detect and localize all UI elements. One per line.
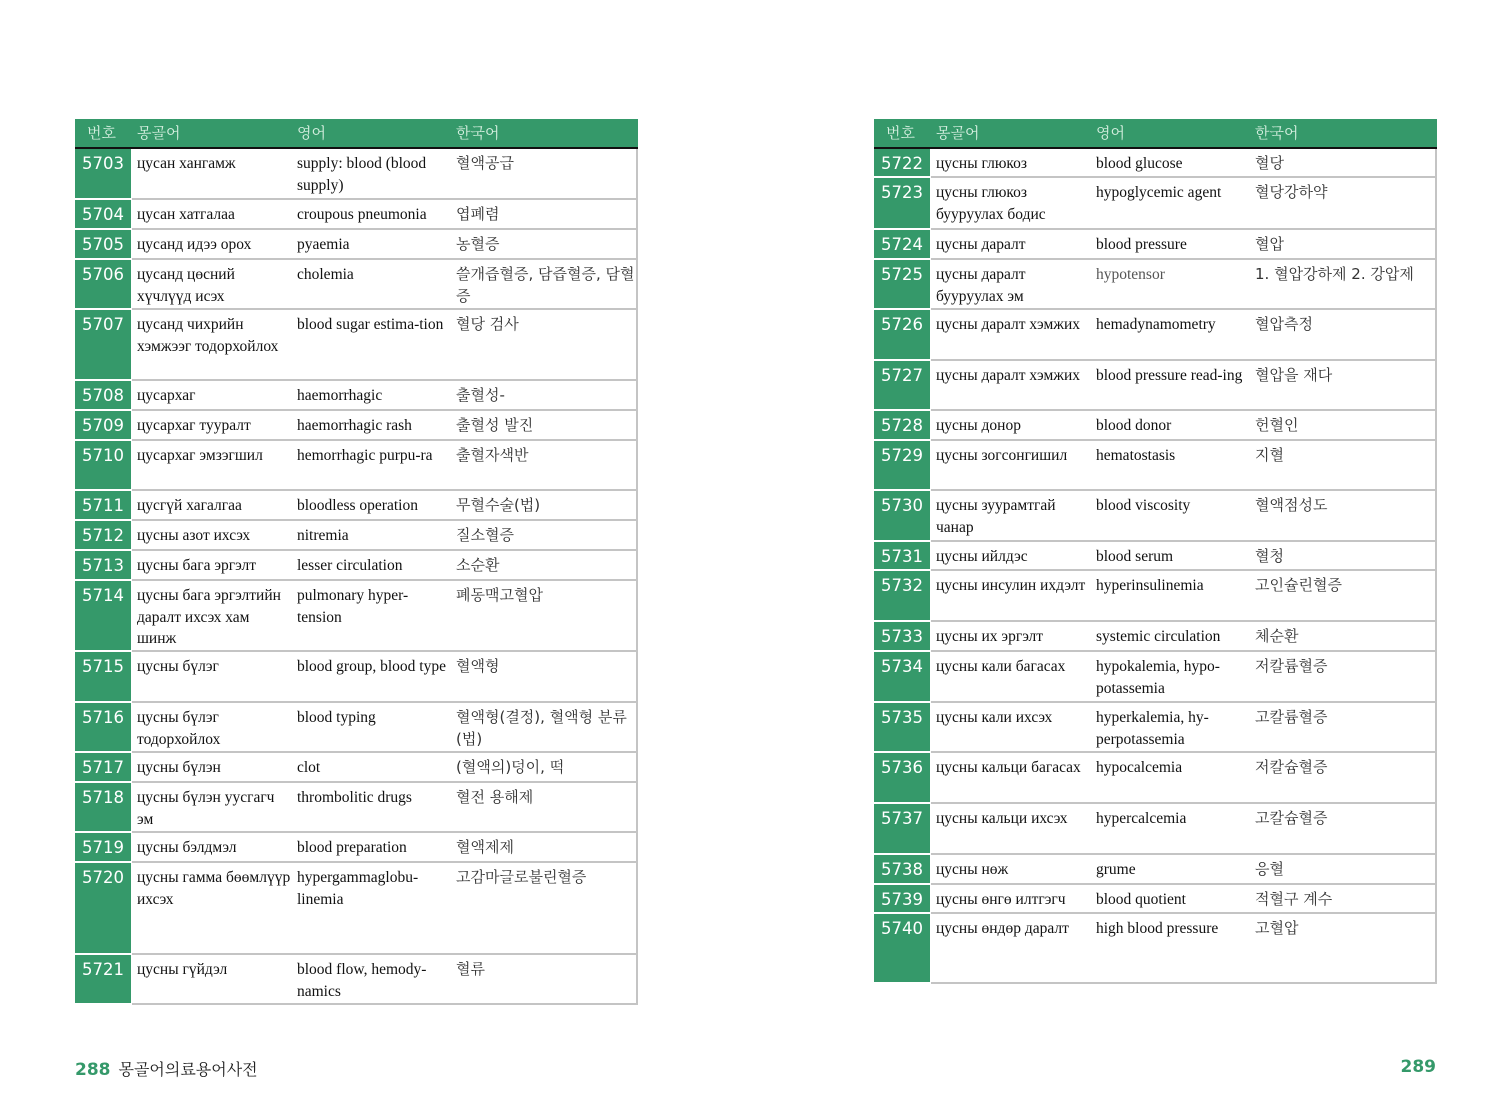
korean-term: 혈액형 (456, 657, 500, 675)
entry-number: 5714 (75, 581, 131, 652)
entry-cells (931, 230, 1437, 260)
table-row (75, 230, 638, 260)
english-term: hypoglycemic agent (1096, 184, 1222, 201)
mongolian-term: цусны бага эргэлт (137, 557, 257, 574)
entry-number: 5733 (874, 622, 930, 652)
entry-cells (132, 441, 638, 491)
korean-term: 고인슐린혈증 (1255, 576, 1342, 594)
korean-term: 소순환 (456, 556, 500, 574)
mongolian-term: цусны инсулин ихдэлт (936, 577, 1086, 594)
entry-cells (132, 833, 638, 863)
english-term: supply: blood (blood supply) (297, 155, 427, 194)
entry-cells (132, 551, 638, 581)
korean-term: 고칼슘혈증 (1255, 809, 1328, 827)
mongolian-term: цусны даралт хэмжих (936, 316, 1081, 333)
korean-term: 혈압 (1255, 235, 1284, 253)
korean-term: 적혈구 계수 (1255, 890, 1333, 908)
korean-term: 응혈 (1255, 860, 1284, 878)
mongolian-term: цусархаг (137, 387, 196, 404)
korean-term: 혈액공급 (456, 154, 514, 172)
table-row (874, 542, 1437, 571)
english-term: systemic circulation (1096, 628, 1221, 645)
table-row (75, 955, 638, 1005)
entry-number: 5705 (75, 230, 131, 260)
header-english: 영어 (1096, 124, 1125, 142)
table-row (75, 833, 638, 863)
english-term: hypokalemia, hypo-potassemia (1096, 658, 1220, 697)
table-header (75, 119, 638, 149)
english-term: blood donor (1096, 417, 1172, 434)
entry-number: 5736 (874, 753, 930, 804)
english-term: hypotensor (1096, 266, 1165, 283)
korean-term: 질소혈증 (456, 526, 514, 544)
entry-cells (132, 703, 638, 753)
english-term: hyperinsulinemia (1096, 577, 1204, 594)
mongolian-term: цусан хатгалаа (137, 206, 235, 223)
table-row (874, 441, 1437, 491)
mongolian-term: цусанд идээ орох (137, 236, 252, 253)
korean-term: 고혈압 (1255, 919, 1299, 937)
korean-term: 농혈증 (456, 235, 500, 253)
mongolian-term: цусны донор (936, 417, 1021, 434)
entry-cells (931, 491, 1437, 542)
entry-number: 5712 (75, 521, 131, 551)
table-body (874, 149, 1437, 984)
korean-term: 혈압측정 (1255, 315, 1313, 333)
korean-term: 폐동맥고혈압 (456, 586, 543, 604)
table-row (874, 178, 1437, 230)
mongolian-term: цусны кали ихсэх (936, 709, 1053, 726)
entry-cells (132, 260, 638, 310)
english-term: blood group, blood type (297, 658, 446, 675)
entry-number: 5725 (874, 260, 930, 310)
english-term: cholemia (297, 266, 354, 283)
table-row (75, 149, 638, 200)
korean-term: 헌혈인 (1255, 416, 1299, 434)
mongolian-term: цусан хангамж (137, 155, 236, 172)
entry-cells (132, 381, 638, 411)
entry-cells (132, 783, 638, 833)
mongolian-term: цусны глюкоз (936, 155, 1028, 172)
korean-term: 출혈자색반 (456, 446, 529, 464)
entry-number: 5727 (874, 361, 930, 411)
entry-cells (931, 260, 1437, 310)
entry-number: 5719 (75, 833, 131, 863)
header-mongolian: 몽골어 (936, 124, 980, 142)
mongolian-term: цусанд чихрийн хэмжээг тодорхойлох (137, 316, 279, 355)
entry-number: 5740 (874, 914, 930, 984)
mongolian-term: цусны глюкоз бууруулах бодис (936, 184, 1046, 223)
english-term: hemorrhagic purpu-ra (297, 447, 433, 464)
english-term: clot (297, 759, 321, 776)
english-term: blood glucose (1096, 155, 1183, 172)
korean-term: 쓸개즙혈증, 담즙혈증, 담혈증 (456, 265, 635, 305)
table-row (75, 411, 638, 441)
table-row (874, 310, 1437, 361)
entry-number: 5739 (874, 885, 930, 914)
entry-number: 5710 (75, 441, 131, 491)
table-row (75, 753, 638, 783)
english-term: thrombolitic drugs (297, 789, 412, 806)
entry-cells (931, 361, 1437, 411)
entry-number: 5703 (75, 149, 131, 200)
mongolian-term: цусны кали багасах (936, 658, 1066, 675)
page-number: 288 (75, 1060, 111, 1080)
entry-number: 5723 (874, 178, 930, 230)
mongolian-term: цусны бүлэг (137, 658, 219, 675)
table-row (874, 652, 1437, 703)
mongolian-term: цусны гүйдэл (137, 961, 228, 978)
entry-cells (132, 652, 638, 703)
entry-cells (132, 863, 638, 955)
table-row (75, 581, 638, 652)
table-row (75, 200, 638, 230)
mongolian-term: цусны өнгө илтгэгч (936, 891, 1066, 908)
table-body (75, 149, 638, 1005)
entry-number: 5721 (75, 955, 131, 1005)
entry-number: 5716 (75, 703, 131, 753)
english-term: hyperkalemia, hy-perpotassemia (1096, 709, 1209, 748)
entry-cells (931, 855, 1437, 885)
table-row (75, 381, 638, 411)
korean-term: 저칼륨혈증 (1255, 657, 1328, 675)
entry-cells (931, 178, 1437, 230)
entry-cells (931, 622, 1437, 652)
entry-cells (132, 491, 638, 521)
entry-cells (931, 411, 1437, 441)
korean-term: 지혈 (1255, 446, 1284, 464)
entry-cells (931, 804, 1437, 855)
entry-number: 5708 (75, 381, 131, 411)
entry-cells (931, 914, 1437, 984)
entry-cells (931, 571, 1437, 622)
entry-cells (931, 310, 1437, 361)
entry-number: 5729 (874, 441, 930, 491)
mongolian-term: цусны кальци багасах (936, 759, 1081, 776)
mongolian-term: цусгүй хагалгаа (137, 497, 242, 514)
english-term: high blood pressure (1096, 920, 1219, 937)
left-page-table (75, 119, 638, 1005)
entry-cells (931, 542, 1437, 571)
entry-cells (132, 753, 638, 783)
table-row (874, 491, 1437, 542)
entry-number: 5718 (75, 783, 131, 833)
entry-cells (931, 885, 1437, 914)
english-term: blood viscosity (1096, 497, 1191, 514)
table-row (874, 361, 1437, 411)
mongolian-term: цусны ийлдэс (936, 548, 1028, 565)
korean-term: 혈압을 재다 (1255, 366, 1333, 384)
entry-number: 5707 (75, 310, 131, 381)
english-term: haemorrhagic (297, 387, 383, 404)
korean-term: 혈당 (1255, 154, 1284, 172)
table-row (874, 914, 1437, 984)
table-row (75, 441, 638, 491)
header-mongolian: 몽골어 (137, 124, 181, 142)
entry-number: 5713 (75, 551, 131, 581)
english-term: blood serum (1096, 548, 1174, 565)
entry-number: 5738 (874, 855, 930, 885)
table-row (75, 521, 638, 551)
korean-term: 혈류 (456, 960, 485, 978)
header-english: 영어 (297, 124, 326, 142)
table-row (874, 260, 1437, 310)
table-row (874, 804, 1437, 855)
english-term: croupous pneumonia (297, 206, 427, 223)
table-row (75, 491, 638, 521)
entry-cells (132, 200, 638, 230)
korean-term: 혈액점성도 (1255, 496, 1328, 514)
entry-number: 5717 (75, 753, 131, 783)
header-korean: 한국어 (1255, 124, 1299, 142)
mongolian-term: цусны даралт бууруулах эм (936, 266, 1026, 305)
table-row (874, 622, 1437, 652)
mongolian-term: цусны өндөр даралт (936, 920, 1069, 937)
english-term: grume (1096, 861, 1136, 878)
english-term: nitremia (297, 527, 349, 544)
right-page-table (874, 119, 1437, 984)
english-term: hematostasis (1096, 447, 1176, 464)
mongolian-term: цусархаг эмзэгшил (137, 447, 263, 464)
table-row (75, 551, 638, 581)
header-number: 번호 (87, 124, 116, 142)
korean-term: 혈청 (1255, 547, 1284, 565)
entry-cells (931, 149, 1437, 178)
entry-number: 5709 (75, 411, 131, 441)
right-footer (1401, 1057, 1437, 1077)
korean-term: 고칼륨혈증 (1255, 708, 1328, 726)
mongolian-term: цусархаг тууралт (137, 417, 251, 434)
english-term: pyaemia (297, 236, 350, 253)
entry-cells (931, 753, 1437, 804)
mongolian-term: цусны гамма бөөмлүүр ихсэх (137, 869, 291, 908)
mongolian-term: цусны бүлэн уусгагч эм (137, 789, 275, 828)
entry-cells (132, 310, 638, 381)
page-number: 289 (1400, 1057, 1436, 1077)
mongolian-term: цусны даралт хэмжих (936, 367, 1081, 384)
entry-number: 5715 (75, 652, 131, 703)
mongolian-term: цусны их эргэлт (936, 628, 1044, 645)
entry-number: 5711 (75, 491, 131, 521)
english-term: hypercalcemia (1096, 810, 1187, 827)
entry-cells (132, 955, 638, 1005)
mongolian-term: цусны кальци ихсэх (936, 810, 1068, 827)
english-term: haemorrhagic rash (297, 417, 412, 434)
entry-number: 5726 (874, 310, 930, 361)
entry-cells (931, 652, 1437, 703)
book-title: 몽골어의료용어사전 (118, 1060, 258, 1079)
header-number: 번호 (886, 124, 915, 142)
english-term: blood sugar estima-tion (297, 316, 444, 333)
table-row (874, 885, 1437, 914)
entry-cells (132, 581, 638, 652)
table-row (874, 855, 1437, 885)
mongolian-term: цусны зуурамтгай чанар (936, 497, 1056, 536)
english-term: blood typing (297, 709, 376, 726)
korean-term: 혈액제제 (456, 838, 514, 856)
entry-cells (931, 703, 1437, 753)
english-term: blood pressure (1096, 236, 1187, 253)
header-korean: 한국어 (456, 124, 500, 142)
entry-number: 5730 (874, 491, 930, 542)
entry-number: 5720 (75, 863, 131, 955)
entry-number: 5735 (874, 703, 930, 753)
english-term: blood pressure read-ing (1096, 367, 1243, 384)
entry-cells (132, 521, 638, 551)
english-term: hypergammaglobu-linemia (297, 869, 419, 908)
english-term: pulmonary hyper-tension (297, 587, 409, 626)
korean-term: 무혈수술(법) (456, 496, 541, 514)
english-term: lesser circulation (297, 557, 403, 574)
entry-cells (132, 411, 638, 441)
mongolian-term: цусны бүлэг тодорхойлох (137, 709, 221, 748)
table-row (75, 260, 638, 310)
mongolian-term: цусны бүлэн (137, 759, 221, 776)
mongolian-term: цусны бэлдмэл (137, 839, 237, 856)
mongolian-term: цусны нөж (936, 861, 1009, 878)
korean-term: 고감마글로불린혈증 (456, 868, 587, 886)
entry-number: 5728 (874, 411, 930, 441)
table-row (75, 863, 638, 955)
korean-term: 엽폐렴 (456, 205, 500, 223)
entry-number: 5737 (874, 804, 930, 855)
korean-term: 출혈성 발진 (456, 416, 534, 434)
english-term: blood flow, hemody-namics (297, 961, 427, 1000)
table-row (75, 703, 638, 753)
entry-number: 5704 (75, 200, 131, 230)
korean-term: 출혈성- (456, 386, 505, 404)
mongolian-term: цусны азот ихсэх (137, 527, 251, 544)
entry-number: 5724 (874, 230, 930, 260)
entry-cells (132, 149, 638, 200)
entry-cells (132, 230, 638, 260)
table-row (75, 783, 638, 833)
korean-term: 저칼슘혈증 (1255, 758, 1328, 776)
table-row (874, 753, 1437, 804)
table-row (874, 230, 1437, 260)
english-term: blood preparation (297, 839, 407, 856)
english-term: hypocalcemia (1096, 759, 1183, 776)
table-row (75, 310, 638, 381)
korean-term: 체순환 (1255, 627, 1299, 645)
english-term: hemadynamometry (1096, 316, 1216, 333)
table-row (874, 149, 1437, 178)
korean-term: 혈전 용해제 (456, 788, 534, 806)
english-term: blood quotient (1096, 891, 1186, 908)
korean-term: (혈액의)덩이, 떡 (456, 758, 565, 776)
korean-term: 혈당강하약 (1255, 183, 1328, 201)
korean-term: 혈당 검사 (456, 315, 519, 333)
table-header (874, 119, 1437, 149)
table-row (874, 571, 1437, 622)
entry-number: 5734 (874, 652, 930, 703)
korean-term: 혈액형(결정), 혈액형 분류(법) (456, 708, 627, 748)
entry-number: 5706 (75, 260, 131, 310)
entry-number: 5731 (874, 542, 930, 571)
mongolian-term: цусны даралт (936, 236, 1026, 253)
table-row (75, 652, 638, 703)
korean-term: 1. 혈압강하제 2. 강압제 (1255, 265, 1414, 283)
table-row (874, 703, 1437, 753)
mongolian-term: цусны зогсонгишил (936, 447, 1068, 464)
left-footer (75, 1057, 258, 1080)
table-row (874, 411, 1437, 441)
entry-number: 5722 (874, 149, 930, 178)
mongolian-term: цусанд цөсний хүчлүүд исэх (137, 266, 235, 305)
entry-number: 5732 (874, 571, 930, 622)
entry-cells (931, 441, 1437, 491)
english-term: bloodless operation (297, 497, 418, 514)
mongolian-term: цусны бага эргэлтийн даралт ихсэх хам шинж (137, 587, 281, 647)
